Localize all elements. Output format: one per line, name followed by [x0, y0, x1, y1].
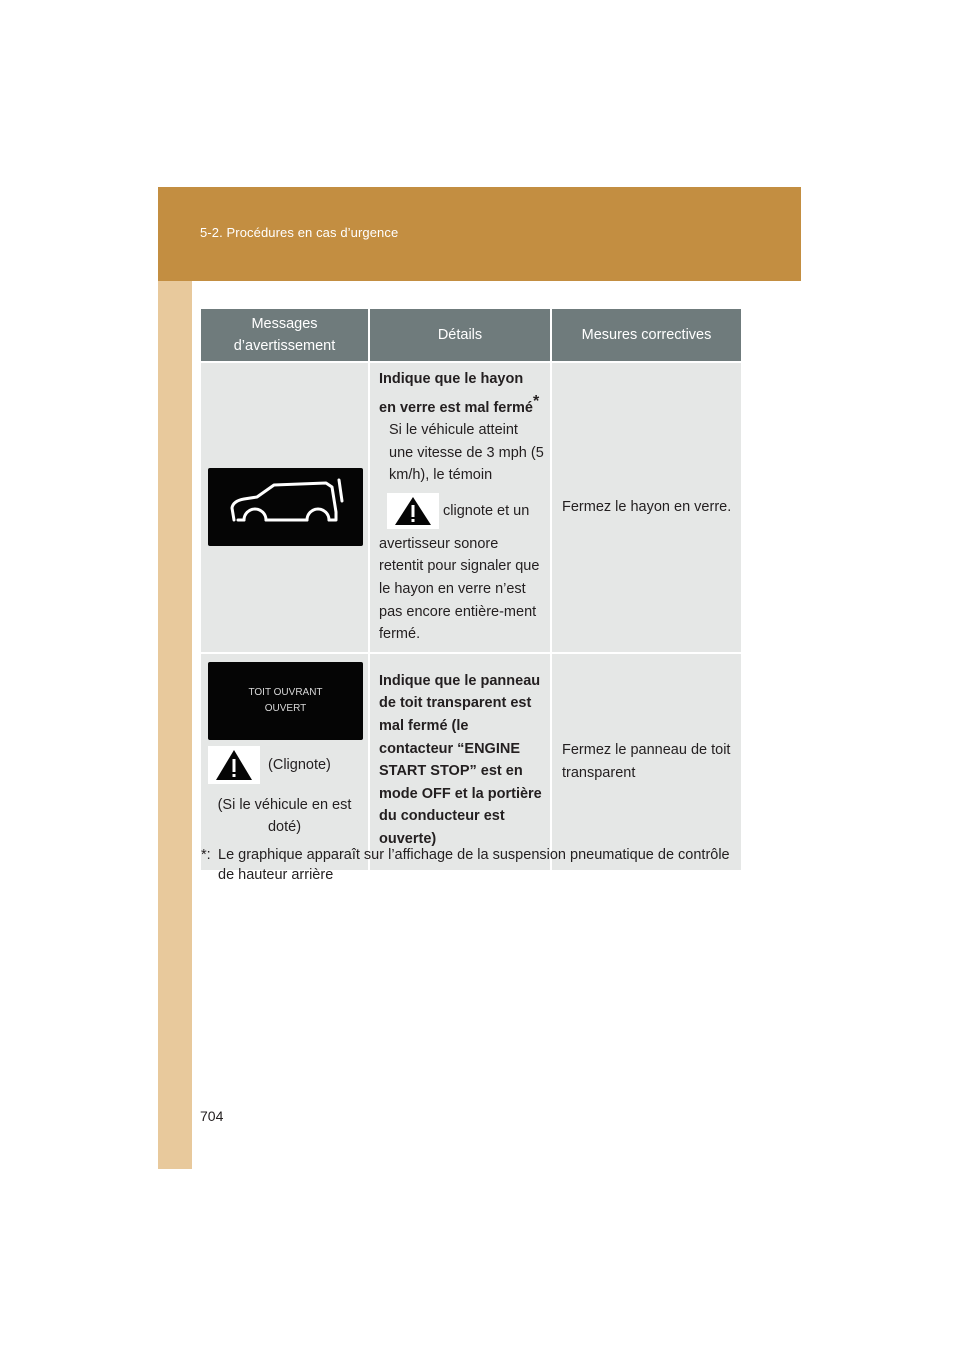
table-row: [201, 362, 741, 653]
details-text: Si le véhicule atteint une vitesse de 3 mph (5 km/h), le témoin: [389, 422, 544, 484]
header-actions: Mesures correctives: [551, 309, 741, 362]
action-text: Fermez le hayon en verre.: [562, 499, 732, 516]
action-cell: [551, 362, 741, 653]
warning-messages-table: [201, 309, 741, 870]
warning-light: [387, 493, 439, 529]
blink-line: [208, 746, 361, 786]
screen-line-2: OUVERT: [264, 702, 307, 714]
sunroof-open-display: [208, 662, 363, 740]
details-text-blink: clignote et un: [443, 502, 530, 519]
side-strip: [158, 281, 192, 1169]
warning-triangle-icon: [393, 495, 433, 527]
details-text-rest: avertisseur sonore retentit pour signaler que le hayon en verre n’est pas encore entière-ment fermé.: [379, 535, 540, 643]
table-header-row: [201, 309, 741, 362]
details-title: Indique que le panneau de toit transparent est mal fermé (le contacteur “ENGINE START STOP” est en mode OFF et la portière du conducteur est ouverte): [379, 672, 542, 847]
warning-indicator-line: [379, 493, 544, 529]
details-cell: [369, 653, 551, 870]
warning-light: [208, 746, 260, 784]
warning-triangle-icon: [214, 748, 254, 782]
screen-line-1: TOIT OUVRANT: [248, 686, 323, 698]
equipped-note: (Si le véhicule en est doté): [217, 796, 352, 836]
car-outline-icon: [208, 468, 363, 546]
header-messages: Messages d’avertissement: [201, 309, 369, 362]
details-title: Indique que le hayon en verre est mal fermé*: [379, 371, 540, 416]
action-cell: [551, 653, 741, 870]
section-title: 5-2. Procédures en cas d’urgence: [200, 225, 399, 240]
message-cell: [201, 362, 369, 653]
action-text: Fermez le panneau de toit transparent: [562, 742, 731, 781]
footnote-text: Le graphique apparaît sur l’affichage de la suspension pneumatique de contrôle de hauteur arrière: [218, 847, 730, 883]
details-cell: [369, 362, 551, 653]
footnote-mark: *:: [201, 847, 211, 863]
message-cell: [201, 653, 369, 870]
table-row: [201, 653, 741, 870]
header-details: Détails: [369, 309, 551, 362]
page-number: 704: [200, 1108, 224, 1124]
blink-label: (Clignote): [268, 756, 331, 773]
footnote: [201, 846, 746, 885]
glass-hatch-display: [208, 468, 363, 546]
